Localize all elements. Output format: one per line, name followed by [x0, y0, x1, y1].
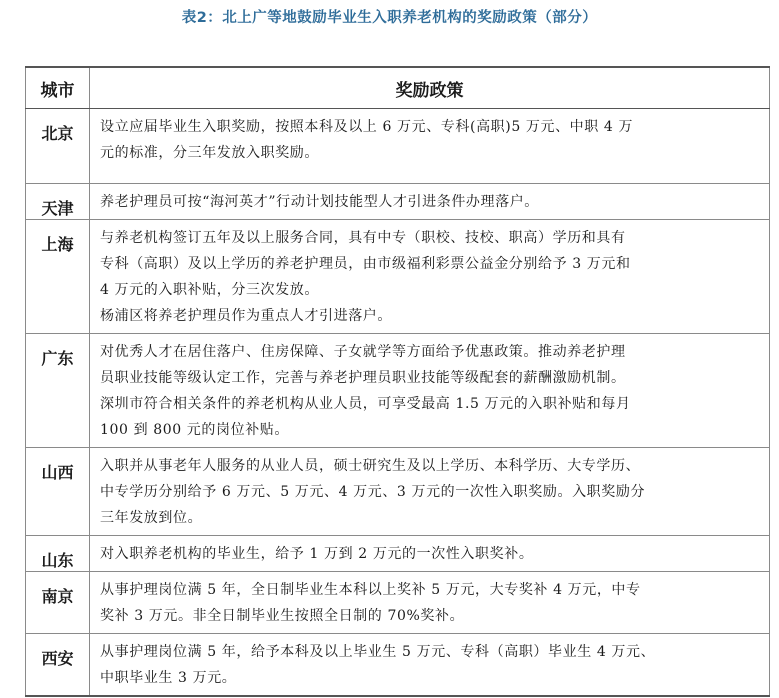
policy-text-line: 养老护理员可按“海河英才”行动计划技能型人才引进条件办理落户。 [100, 194, 539, 210]
table-caption: 表2：北上广等地鼓励毕业生入职养老机构的奖励政策（部分） [181, 10, 598, 26]
city-cell: 南京 [26, 572, 90, 634]
policy-text-line: 奖补 3 万元。非全日制毕业生按照全日制的 70%奖补。 [100, 608, 465, 624]
policy-text-line: 从事护理岗位满 5 年，给予本科及以上毕业生 5 万元、专科（高职）毕业生 4 万元、 [100, 644, 656, 660]
city-cell: 山东 [26, 536, 90, 572]
policy-text-line: 中职毕业生 3 万元。 [100, 670, 237, 686]
policy-cell [90, 536, 770, 572]
policy-text-line: 杨浦区将养老护理员作为重点人才引进落户。 [100, 308, 392, 324]
policy-text-line: 三年发放到位。 [100, 510, 203, 526]
policy-text-line: 元的标准，分三年发放入职奖励。 [100, 145, 319, 161]
policy-text-line: 从事护理岗位满 5 年，全日制毕业生本科以上奖补 5 万元，大专奖补 4 万元，中专 [100, 582, 641, 598]
policy-cell [90, 220, 770, 334]
header-policy: 奖励政策 [90, 67, 770, 109]
city-cell: 西安 [26, 634, 90, 697]
policy-text-line: 100 到 800 元的岗位补贴。 [100, 422, 289, 438]
policy-text-line: 中专学历分别给予 6 万元、5 万元、4 万元、3 万元的一次性入职奖励。入职奖励分 [100, 484, 646, 500]
table-row [26, 536, 770, 572]
table-row [26, 184, 770, 220]
policy-text-line: 入职并从事老年人服务的从业人员，硕士研究生及以上学历、本科学历、大专学历、 [100, 458, 641, 474]
policy-text-line: 与养老机构签订五年及以上服务合同，具有中专（职校、技校、职高）学历和具有 [100, 230, 626, 246]
policy-cell [90, 634, 770, 697]
header-city: 城市 [26, 67, 90, 109]
city-cell: 山西 [26, 448, 90, 536]
city-cell: 天津 [26, 184, 90, 220]
policy-text-line: 对优秀人才在居住落户、住房保障、子女就学等方面给予优惠政策。推动养老护理 [100, 344, 626, 360]
policy-text-line: 深圳市符合相关条件的养老机构从业人员，可享受最高 1.5 万元的入职补贴和每月 [100, 396, 631, 412]
table-row [26, 109, 770, 184]
policy-cell [90, 109, 770, 184]
policy-cell [90, 184, 770, 220]
policy-cell [90, 572, 770, 634]
city-cell: 北京 [26, 109, 90, 184]
table-row [26, 334, 770, 448]
city-cell: 上海 [26, 220, 90, 334]
policy-cell [90, 334, 770, 448]
table-header-row [26, 67, 770, 109]
policy-text-line: 对入职养老机构的毕业生，给予 1 万到 2 万元的一次性入职奖补。 [100, 546, 534, 562]
policy-cell [90, 448, 770, 536]
table-row [26, 572, 770, 634]
policy-text-line: 设立应届毕业生入职奖励，按照本科及以上 6 万元、专科(高职)5 万元、中职 4 万 [100, 119, 634, 135]
policy-text-line: 员职业技能等级认定工作，完善与养老护理员职业技能等级配套的薪酬激励机制。 [100, 370, 626, 386]
policy-text-line: 专科（高职）及以上学历的养老护理员，由市级福利彩票公益金分别给予 3 万元和 [100, 256, 631, 272]
table-row [26, 220, 770, 334]
table-row [26, 634, 770, 697]
city-cell: 广东 [26, 334, 90, 448]
table-body [26, 109, 770, 697]
table-row [26, 448, 770, 536]
policy-table [25, 66, 770, 697]
policy-text-line: 4 万元的入职补贴，分三次发放。 [100, 282, 319, 298]
